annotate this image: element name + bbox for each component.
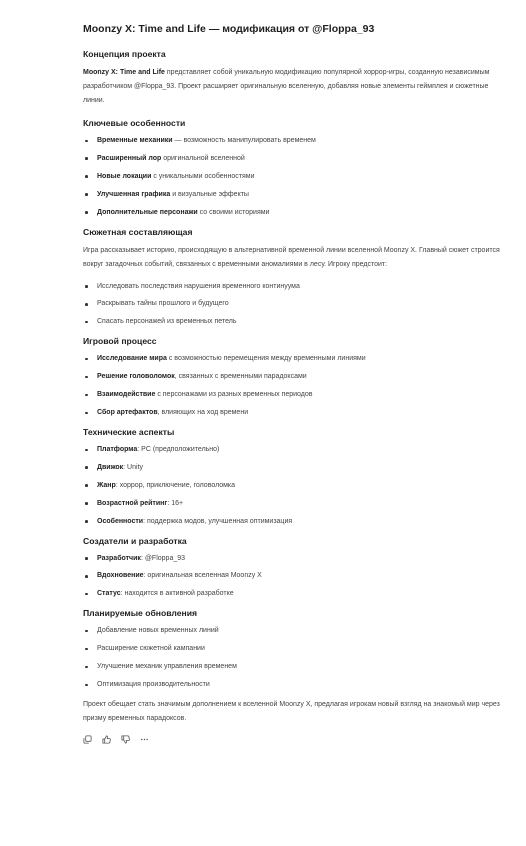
story-list [83,281,506,328]
concept-text: представляет собой уникальную модификацию популярной хоррор-игры, созданную независимым разработчиком @Floppa_93. Проект расширяет оригинальную вселенную, добавляя новые элементы геймплея и сюжетные линии. [83,69,490,104]
message-actions [83,735,506,744]
item-text: , связанных с временными парадоксами [174,373,307,381]
item-text: с персонажами из разных временных периодов [155,391,313,399]
concept-bold: Moonzy X: Time and Life [83,69,165,76]
item-bold: Платформа [97,446,138,454]
tech-section [83,426,506,527]
item-bold: Статус [97,590,121,598]
list-item [83,207,506,218]
item-bold: Возрастной рейтинг [97,499,168,507]
list-item [83,353,506,364]
item-text: оригинальной вселенной [161,154,245,162]
list-item: Добавление новых временных линий [83,625,506,636]
list-item [83,389,506,400]
more-icon[interactable] [140,735,149,744]
section-heading: Ключевые особенности [83,118,186,128]
copy-icon[interactable] [83,735,92,744]
section-heading: Игровой процесс [83,336,157,347]
updates-section [83,607,506,690]
item-text: с уникальными особенностями [151,172,255,180]
item-bold: Вдохновение [97,572,144,580]
item-text: : поддержка модов, улучшенная оптимизация [143,517,293,525]
thumbs-down-icon[interactable] [121,735,130,744]
gameplay-list [83,353,506,418]
thumbs-up-icon[interactable] [102,735,111,744]
item-text: : PC (предположительно) [137,446,220,454]
list-item [83,570,506,581]
list-item [83,444,506,455]
item-text: , влияющих на ход времени [157,409,249,417]
section-heading: Технические аспекты [83,427,175,438]
concept-section [83,48,506,108]
item-text: : @Floppa_93 [140,554,186,562]
item-bold: Разработчик [97,554,141,562]
list-item [83,498,506,509]
page-title: Moonzy X: Time and Life — модификация от @Floppa_93 [83,23,375,35]
item-bold: Расширенный лор [97,154,162,162]
creators-section [83,535,506,600]
list-item: Раскрывать тайны прошлого и будущего [83,298,506,309]
item-text: : Unity [123,463,144,471]
item-bold: Взаимодействие [97,391,156,399]
list-item: Оптимизация производительности [83,679,506,690]
item-bold: Движок [97,463,124,471]
section-heading: Сюжетная составляющая [83,226,193,237]
item-bold: Временные механики [97,137,173,144]
list-item: Спасать персонажей из временных петель [83,316,506,327]
list-item [83,407,506,418]
list-item [83,588,506,599]
list-item [83,189,506,200]
item-text: : хоррор, приключение, головоломка [115,481,236,489]
item-text: — возможность манипулировать временем [172,137,316,144]
item-text: и визуальные эффекты [170,190,249,198]
gameplay-section [83,335,506,418]
item-bold: Новые локации [97,172,152,180]
item-bold: Дополнительные персонажи [97,208,198,216]
tech-list [83,444,506,527]
item-bold: Сбор артефактов [97,409,158,417]
story-paragraph: Игра рассказывает историю, происходящую в альтернативной временной линии вселенной Moonzy X. Главный сюжет строится вокруг загадочных событий, связанных с временными аномалиями в лесу. Игроку предстоит: [83,246,500,268]
features-section [83,117,506,218]
list-item [83,480,506,491]
list-item [83,516,506,527]
list-item [83,135,506,146]
story-section [83,226,506,328]
updates-list [83,625,506,690]
list-item [83,371,506,382]
creators-list [83,553,506,600]
item-bold: Решение головоломок [97,373,175,381]
section-heading: Концепция проекта [83,49,166,59]
item-bold: Особенности [97,517,144,525]
item-bold: Жанр [97,481,116,489]
list-item [83,153,506,164]
features-list [83,135,506,218]
item-text: со своими историями [197,208,270,216]
item-bold: Улучшенная графика [97,190,171,198]
conclusion-paragraph: Проект обещает стать значимым дополнением к вселенной Moonzy X, предлагая игрокам новый взгляд на знакомый мир через призму временных парадоксов. [83,701,500,723]
item-text: : находится в активной разработке [120,590,234,598]
item-text: : 16+ [167,499,184,507]
item-text: : оригинальная вселенная Moonzy X [143,572,262,580]
concept-paragraph [83,66,506,108]
item-text: с возможностью перемещения между временными линиями [166,355,366,363]
item-bold: Исследование мира [97,355,167,363]
list-item: Улучшение механик управления временем [83,661,506,672]
list-item [83,171,506,182]
list-item [83,553,506,564]
section-heading: Создатели и разработка [83,535,187,546]
list-item: Исследовать последствия нарушения временного континуума [83,281,506,292]
section-heading: Планируемые обновления [83,608,198,619]
list-item: Расширение сюжетной кампании [83,643,506,654]
list-item [83,462,506,473]
